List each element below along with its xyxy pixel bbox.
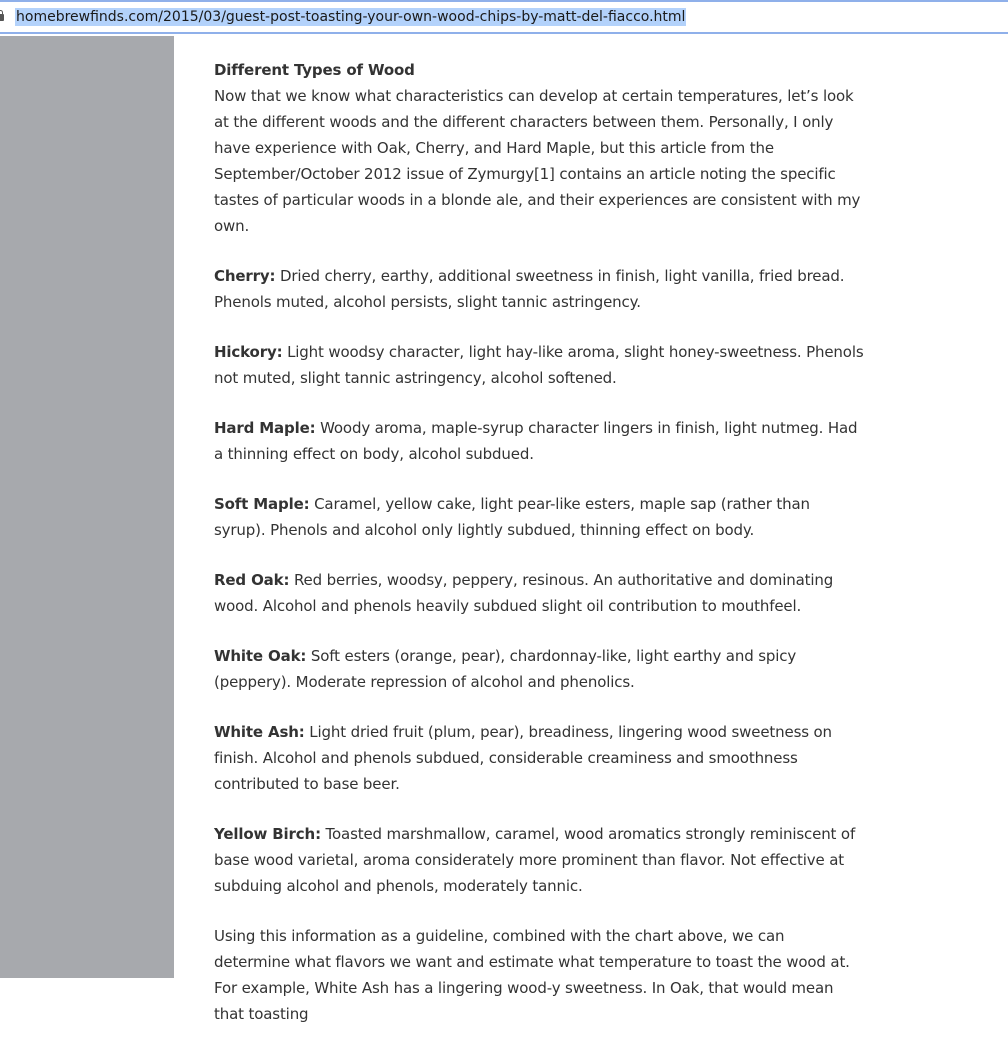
wood-description: Light woodsy character, light hay-like aroma, slight honey-sweetness. Phenols not muted, slight tannic astringency, alcohol softened.	[214, 343, 864, 387]
wood-name: Cherry:	[214, 267, 276, 285]
wood-description: Caramel, yellow cake, light pear-like esters, maple sap (rather than syrup). Phenols and alcohol only lightly subdued, thinning effect on body.	[214, 495, 810, 539]
wood-name: Yellow Birch:	[214, 825, 321, 843]
wood-description: Toasted marshmallow, caramel, wood aromatics strongly reminiscent of base wood varietal, aroma considerately more prominent than flavor. Not effective at subduing alcohol and phenols, moderately tannic.	[214, 825, 856, 895]
wood-description: Woody aroma, maple-syrup character lingers in finish, light nutmeg. Had a thinning effect on body, alcohol subdued.	[214, 419, 858, 463]
section-heading: Different Types of Wood	[214, 61, 415, 79]
wood-entry-red-oak	[214, 567, 864, 619]
url-text[interactable]: homebrewfinds.com/2015/03/guest-post-toasting-your-own-wood-chips-by-matt-del-fiacco.html	[16, 9, 686, 25]
wood-name: Red Oak:	[214, 571, 290, 589]
wood-name: Hickory:	[214, 343, 283, 361]
wood-entry-yellow-birch	[214, 821, 864, 899]
wood-entry-hard-maple	[214, 415, 864, 467]
wood-name: Hard Maple:	[214, 419, 316, 437]
intro-paragraph: Now that we know what characteristics can develop at certain temperatures, let’s look at the different woods and the different characters between them. Personally, I only have experience with Oak, Cherry, and Hard Maple, but this article from the September/October 2012 issue of Zymurgy[1] contains an article noting the specific tastes of particular woods in a blonde ale, and their experiences are consistent with my own.	[214, 87, 861, 235]
main-content	[174, 36, 1008, 1023]
wood-entry-white-oak	[214, 643, 864, 695]
wood-description: Red berries, woodsy, peppery, resinous. An authoritative and dominating wood. Alcohol and phenols heavily subdued slight oil contribution to mouthfeel.	[214, 571, 834, 615]
wood-name: White Ash:	[214, 723, 305, 741]
wood-name: White Oak:	[214, 647, 307, 665]
wood-entry-white-ash	[214, 719, 864, 797]
wood-entry-cherry	[214, 263, 864, 315]
wood-description: Soft esters (orange, pear), chardonnay-like, light earthy and spicy (peppery). Moderate repression of alcohol and phenolics.	[214, 647, 797, 691]
article-body	[214, 57, 864, 1051]
sidebar	[0, 36, 174, 978]
address-bar[interactable]	[0, 0, 1008, 34]
lock-icon	[0, 14, 4, 21]
wood-name: Soft Maple:	[214, 495, 310, 513]
wood-description: Dried cherry, earthy, additional sweetness in finish, light vanilla, fried bread. Phenols muted, alcohol persists, slight tannic astringency.	[214, 267, 845, 311]
closing-paragraph: Using this information as a guideline, combined with the chart above, we can determine what flavors we want and estimate what temperature to toast the wood at. For example, White Ash has a lingering wood-y sweetness. In Oak, that would mean that toasting	[214, 927, 850, 1023]
wood-entry-soft-maple	[214, 491, 864, 543]
wood-entry-hickory	[214, 339, 864, 391]
wood-description: Light dried fruit (plum, pear), breadiness, lingering wood sweetness on finish. Alcohol and phenols subdued, considerable creaminess and smoothness contributed to base beer.	[214, 723, 832, 793]
